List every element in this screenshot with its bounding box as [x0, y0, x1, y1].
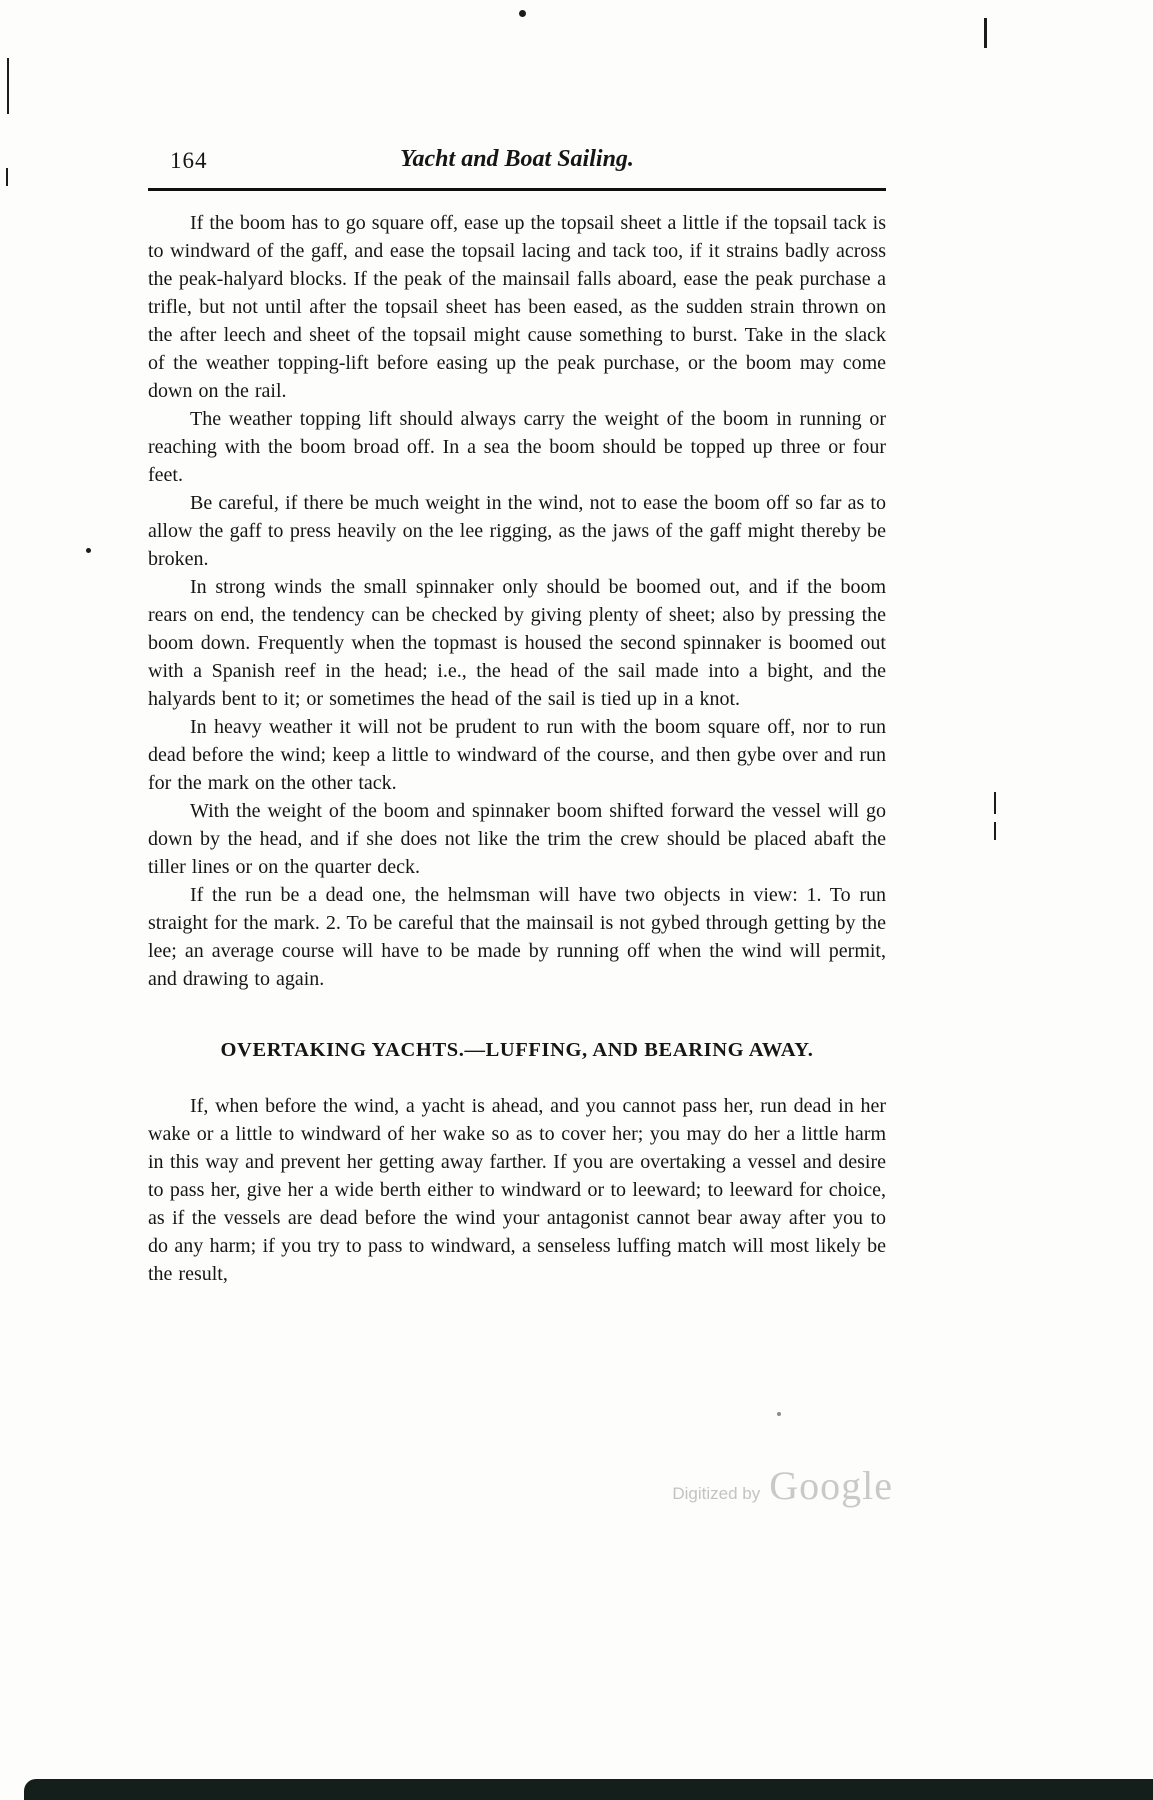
section-heading: OVERTAKING YACHTS.—LUFFING, AND BEARING AWAY.	[220, 1039, 814, 1061]
header-rule	[148, 188, 886, 191]
paragraph: In heavy weather it will not be prudent to run with the boom square off, nor to run dead before the wind; keep a little to windward of the course, and then gybe over and run for the mark on the other tack.	[148, 716, 886, 794]
scan-artifact-dash	[994, 822, 996, 840]
page-number: 164	[170, 148, 208, 173]
running-title: Yacht and Boat Sailing.	[400, 146, 634, 172]
scan-artifact-dot	[86, 548, 91, 553]
digitized-by-footer	[672, 1462, 893, 1509]
scan-artifact-line	[7, 58, 9, 114]
scan-artifact-dash	[994, 792, 996, 814]
scan-artifact-dot	[519, 10, 526, 17]
body-text	[148, 209, 886, 1288]
paragraph: With the weight of the boom and spinnaker boom shifted forward the vessel will go down by the head, and if she does not like the trim the crew should be placed abaft the tiller lines or on the quarter deck.	[148, 800, 886, 878]
paragraph: Be careful, if there be much weight in the wind, not to ease the boom off so far as to allow the gaff to press heavily on the lee rigging, as the jaws of the gaff might thereby be broken.	[148, 492, 886, 570]
scan-artifact-tick	[984, 18, 987, 48]
scan-edge-bar	[24, 1779, 1153, 1800]
scan-artifact-dot	[777, 1412, 781, 1416]
digitized-by-label: Digitized by	[672, 1484, 761, 1503]
paragraph: If the boom has to go square off, ease up the topsail sheet a little if the topsail tack is to windward of the gaff, and ease the topsail lacing and tack too, if it strains badly across the peak-halyard blocks. If the peak of the mainsail falls aboard, ease the peak purchase a trifle, but not until after the topsail sheet has been eased, as the sudden strain thrown on the after leech and sheet of the topsail might cause something to burst. Take in the slack of the weather topping-lift before easing up the peak purchase, or the boom may come down on the rail.	[148, 212, 886, 402]
paragraph: The weather topping lift should always carry the weight of the boom in running or reaching with the boom broad off. In a sea the boom should be topped up three or four feet.	[148, 408, 886, 486]
paragraph: If, when before the wind, a yacht is ahead, and you cannot pass her, run dead in her wake or a little to windward of her wake so as to cover her; you may do her a little harm in this way and prevent her getting away farther. If you are overtaking a vessel and desire to pass her, give her a wide berth either to windward or to leeward; to leeward for choice, as if the vessels are dead before the wind your antagonist cannot bear away after you to do any harm; if you try to pass to windward, a senseless luffing match will most likely be the result,	[148, 1095, 886, 1285]
scan-artifact-line	[6, 168, 8, 186]
page-header	[148, 146, 886, 180]
google-logo: Google	[769, 1463, 893, 1508]
text-column	[148, 146, 886, 1288]
paragraph: If the run be a dead one, the helmsman will have two objects in view: 1. To run straight for the mark. 2. To be careful that the mainsail is not gybed through getting by the lee; an average course will have to be made by running off when the wind will permit, and drawing to again.	[148, 884, 886, 990]
paragraph: In strong winds the small spinnaker only should be boomed out, and if the boom rears on end, the tendency can be checked by giving plenty of sheet; also by pressing the boom down. Frequently when the topmast is housed the second spinnaker is boomed out with a Spanish reef in the head; i.e., the head of the sail made into a bight, and the halyards bent to it; or sometimes the head of the sail is tied up in a knot.	[148, 576, 886, 710]
